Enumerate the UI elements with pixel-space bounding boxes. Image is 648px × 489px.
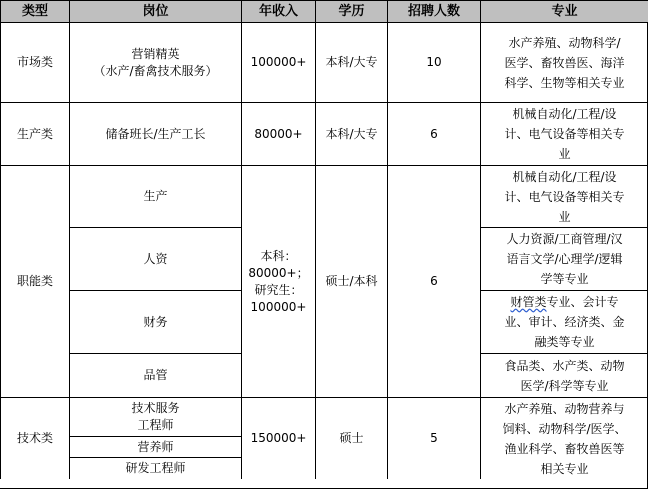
position-cell: 人资 [69, 227, 241, 290]
header-income: 年收入 [241, 0, 315, 22]
header-education: 学历 [315, 0, 387, 22]
major-cell: 食品类、水产类、动物 医学/科学等专业 [480, 353, 648, 397]
position-cell: 财务 [69, 290, 241, 353]
count-cell: 10 [387, 22, 480, 102]
major-cell: 机械自动化/工程/设 计、电气设备等相关专 业 [480, 165, 648, 227]
major-cell: 水产养殖、动物科学/ 医学、畜牧兽医、海洋 科学、生物等相关专业 [480, 22, 648, 102]
count-cell: 6 [387, 102, 480, 165]
spellcheck-underlined-text: 财管类 [510, 295, 547, 309]
position-cell: 储备班长/生产工长 [69, 102, 241, 165]
header-type: 类型 [0, 0, 69, 22]
count-cell: 5 [387, 397, 480, 479]
header-major: 专业 [480, 0, 648, 22]
major-cell: 人力资源/工商管理/汉 语言文学/心理学/逻辑 学等专业 [480, 227, 648, 290]
major-text: 专业、会计专 业、审计、经济类、金 融类等专业 [504, 295, 625, 349]
count-cell: 6 [387, 165, 480, 397]
major-cell: 机械自动化/工程/设 计、电气设备等相关专 业 [480, 102, 648, 165]
education-cell: 硕士 [315, 397, 387, 479]
major-cell [480, 290, 648, 353]
type-cell: 技术类 [0, 397, 69, 479]
income-cell: 80000+ [241, 102, 315, 165]
education-cell: 本科/大专 [315, 102, 387, 165]
type-cell: 生产类 [0, 102, 69, 165]
position-cell: 品管 [69, 353, 241, 397]
header-position: 岗位 [69, 0, 241, 22]
position-cell: 生产 [69, 165, 241, 227]
position-cell: 技术服务 工程师 [69, 397, 241, 436]
income-cell: 100000+ [241, 22, 315, 102]
income-cell: 本科： 80000+； 研究生： 100000+ [241, 165, 315, 397]
position-cell: 营养师 [69, 436, 241, 457]
major-cell: 水产养殖、动物营养与 饲料、动物科学/医学、 渔业科学、畜牧兽医等 相关专业 [480, 397, 648, 479]
type-cell: 职能类 [0, 165, 69, 397]
education-cell: 硕士/本科 [315, 165, 387, 397]
header-count: 招聘人数 [387, 0, 480, 22]
income-cell: 150000+ [241, 397, 315, 479]
education-cell: 本科/大专 [315, 22, 387, 102]
type-cell: 市场类 [0, 22, 69, 102]
position-cell: 营销精英 （水产/畜禽技术服务） [69, 22, 241, 102]
position-cell: 研发工程师 [69, 457, 241, 479]
